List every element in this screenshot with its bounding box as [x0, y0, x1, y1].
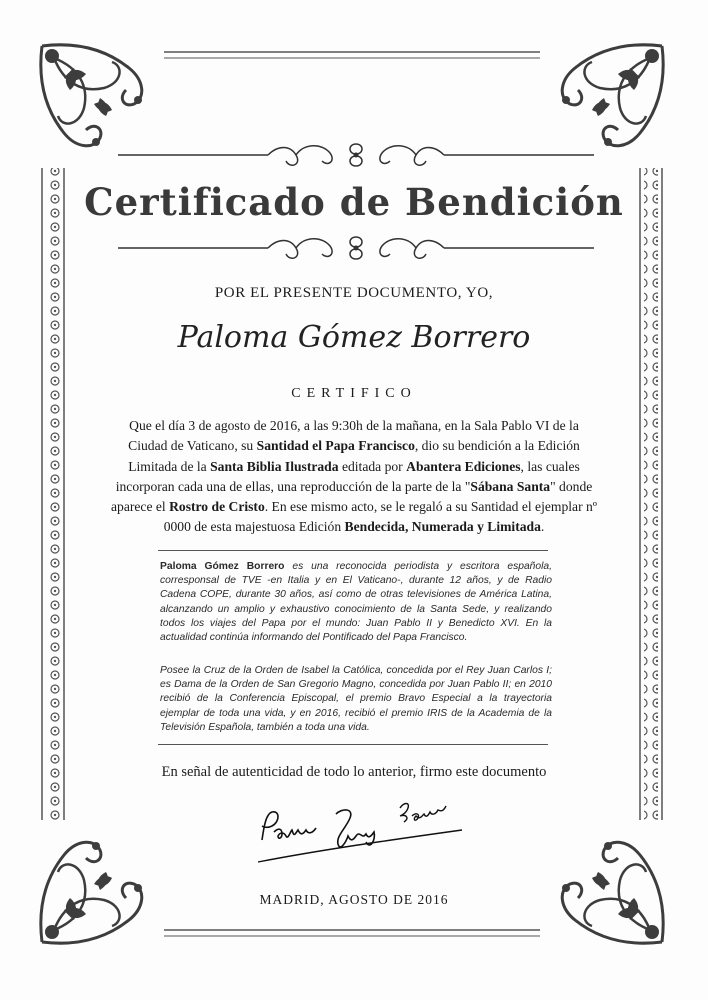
- bold-editorial: Abantera Ediciones: [406, 458, 521, 474]
- bio-name: Paloma Gómez Borrero: [160, 561, 285, 572]
- authenticity-statement: En señal de autenticidad de todo lo anterior, firmo este documento: [161, 764, 547, 780]
- certifico-heading: CERTIFICO: [291, 386, 417, 401]
- bold-sabana: Sábana Santa: [470, 478, 551, 494]
- certificate-body: Que el día 3 de agosto de 2016, a las 9:30h de la mañana, en la Sala Pablo VI de la Ciudad de Vaticano, su Santidad el Papa Francisco, dio su bendición a la Edición Limitada de la Santa Biblia Ilustrada editada por Abantera Ediciones, las cuales incorporan cada una de ellas, una reproducción de la parte de la "Sábana Santa" donde aparece el Rostro de Cristo. En ese mismo acto, se le regaló a su Santidad el ejemplar nº 0000 de esta majestuosa Edición Bendecida, Numerada y Limitada.: [110, 418, 598, 535]
- bio-top-rule: [158, 550, 548, 551]
- bio-paragraph-2: Posee la Cruz de la Orden de Isabel la Católica, concedida por el Rey Juan Carlos I; es Dama de la Orden de San Gregorio Magno, concedida por Juan Pablo II; en 2010 recibió de la Conferencia Episcopal, el premio Bravo Especial a la trayectoria ejemplar de toda una vida, y en 2016, recibió el premio IRIS de la Academia de la Televisión Española, también a toda una vida.: [160, 665, 552, 733]
- place-and-date: MADRID, AGOSTO DE 2016: [259, 892, 449, 907]
- bio-paragraph-1: Paloma Gómez Borrero es una reconocida periodista y escritora española, corresponsal de TVE -en Italia y en El Vaticano-, durante 12 años, y de Radio Cadena COPE, durante 30 años, así como de otras televisiones de América Latina, alcanzando un amplio y exhaustivo conocimiento de la Santa Sede, y realizando todos los viajes del Papa por el mundo: Juan Pablo II y Benedicto XVI. En la actualidad continúa informando del Pontificado del Papa Francisco.: [160, 561, 552, 644]
- bold-rostro: Rostro de Cristo: [169, 499, 265, 515]
- handwritten-signature: [240, 790, 480, 870]
- certificate-title: Certificado de Bendición: [84, 180, 624, 224]
- bold-santidad: Santidad el Papa Francisco: [256, 438, 415, 454]
- intro-text: POR EL PRESENTE DOCUMENTO, YO,: [214, 285, 494, 301]
- bio-bottom-rule: [158, 744, 548, 745]
- top-ornamental-divider: [118, 140, 594, 170]
- certifier-name: Paloma Gómez Borrero: [177, 320, 531, 355]
- bottom-ornamental-divider: [118, 233, 594, 263]
- bold-biblia: Santa Biblia Ilustrada: [210, 458, 339, 474]
- bold-edicion: Bendecida, Numerada y Limitada: [344, 519, 541, 535]
